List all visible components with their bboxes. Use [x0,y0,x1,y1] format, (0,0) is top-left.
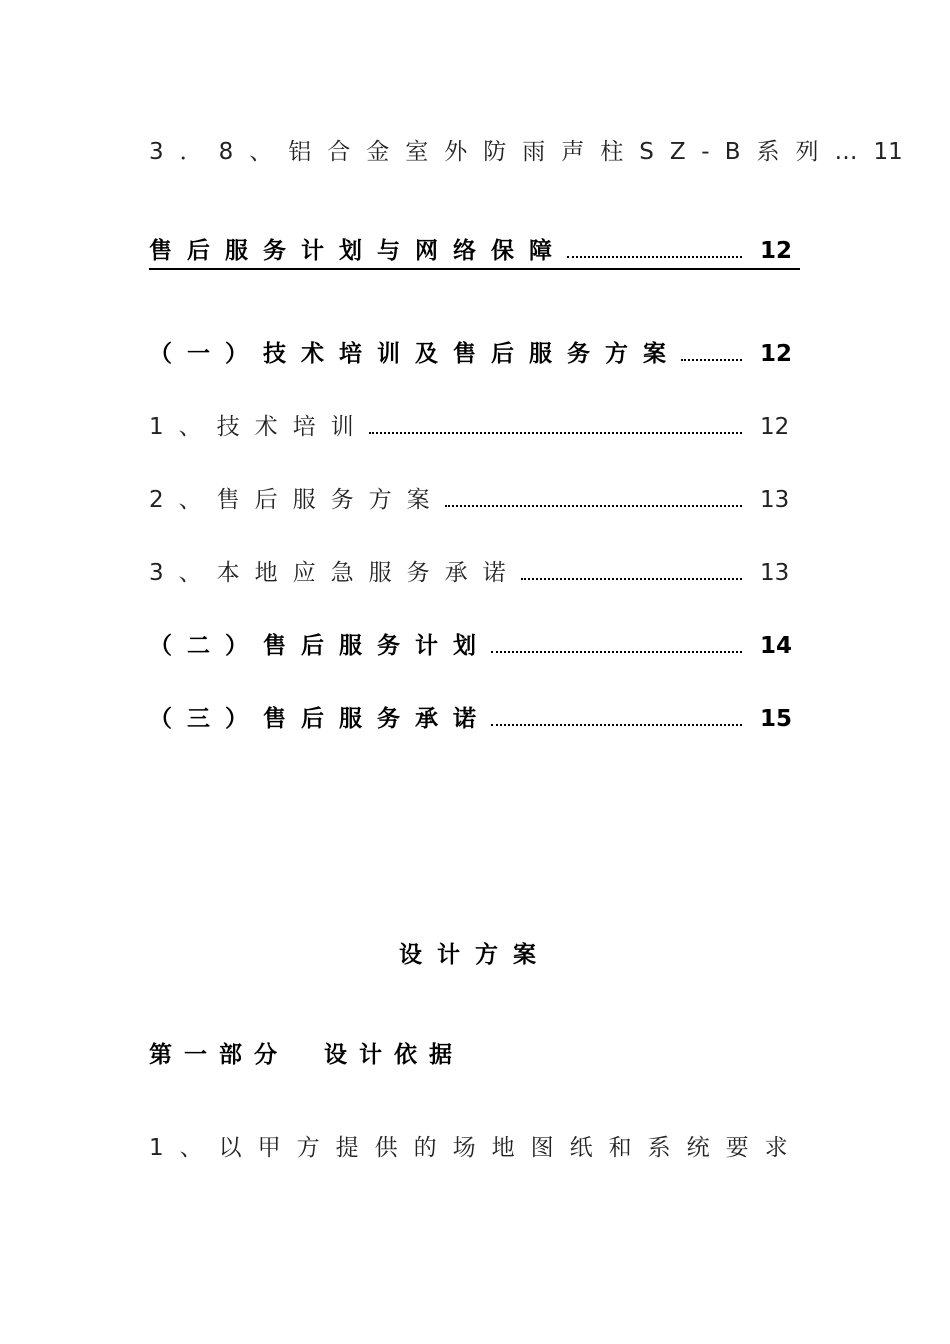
toc-sub-2-text: （二）售后服务计划 [149,633,491,659]
toc-section-after-sales-text: 售后服务计划与网络保障 [149,238,567,264]
toc-item-3[interactable] [149,558,800,588]
toc-section-after-sales-page: 12 [760,238,793,264]
toc-item-2-text: 2、售后服务方案 [149,487,445,513]
toc-item-2[interactable] [149,485,800,515]
toc-dot-leader [445,505,742,507]
toc-sub-2-page: 14 [760,633,793,659]
toc-item-1-text: 1、技术培训 [149,414,369,440]
toc-section-after-sales[interactable] [149,236,800,270]
toc-dot-leader [521,578,742,580]
toc-dot-leader [369,432,742,434]
document-title: 设计方案 [399,942,551,968]
toc-dot-leader [681,359,742,361]
toc-sub-1-page: 12 [760,341,793,367]
toc-sub-1[interactable] [149,339,800,369]
toc-sub-3-text: （三）售后服务承诺 [149,706,491,732]
toc-dot-leader [491,651,742,653]
toc-item-3-text: 3、本地应急服务承诺 [149,560,521,586]
body-paragraph: 1、以甲方提供的场地图纸和系统要求 [149,1135,804,1161]
toc-dot-leader [491,724,742,726]
part-heading: 第一部分 设计依据 [149,1042,464,1068]
toc-sub-2[interactable] [149,631,800,661]
toc-item-1-page: 12 [760,414,790,440]
toc-item-1[interactable] [149,412,800,442]
toc-dot-leader [567,256,742,258]
toc-row-3-8-text: 3．8、铝合金室外防雨声柱SZ-B系列… [149,139,874,165]
toc-item-3-page: 13 [760,560,790,586]
toc-sub-1-text: （一）技术培训及售后服务方案 [149,341,681,367]
toc-item-2-page: 13 [760,487,790,513]
toc-row-3-8-page: 11 [873,139,903,165]
toc-sub-3[interactable] [149,704,800,734]
toc-row-3-8[interactable] [149,137,903,167]
toc-sub-3-page: 15 [760,706,793,732]
